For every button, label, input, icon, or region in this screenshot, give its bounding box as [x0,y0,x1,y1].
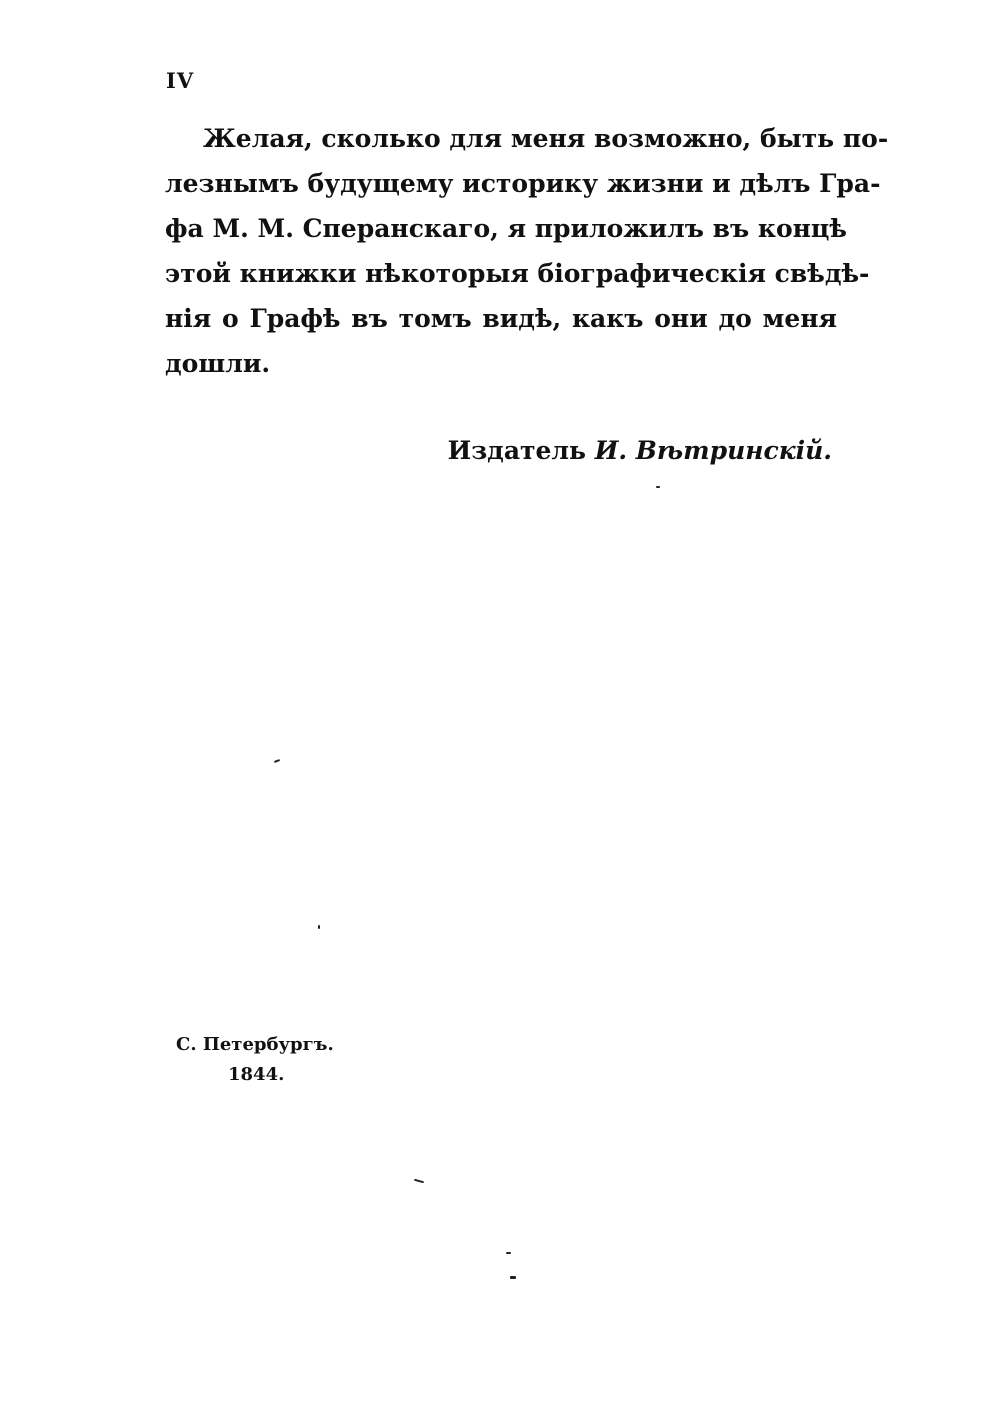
page-number: IV [166,68,195,93]
scan-speck [318,925,320,929]
scan-speck [506,1252,511,1254]
paragraph-line: этой книжки нѣкоторыя біографическія свѣдѣ- [165,259,870,288]
paragraph-line: лезнымъ будущему историку жизни и дѣлъ Гра- [165,169,881,198]
publisher-signature [448,436,832,465]
scan-speck [274,759,280,763]
scan-speck [510,1276,516,1279]
imprint [176,1030,336,1090]
signature-name: И. Вѣтринскій. [594,436,832,465]
signature-role: Издатель [447,436,587,465]
paragraph-line: фа М. М. Сперанскаго, я приложилъ въ концѣ [165,214,847,243]
paragraph-line: нія о Графѣ въ томъ видѣ, какъ они до меня [165,304,837,333]
imprint-place: С. Петербургъ. [176,1034,334,1055]
paragraph-line: Желая, сколько для меня возможно, быть по- [203,124,889,153]
scan-speck [414,1179,424,1184]
scan-speck [656,486,660,488]
preface-paragraph [165,116,889,386]
paragraph-line: дошли. [165,349,271,378]
imprint-year: 1844. [228,1064,285,1085]
